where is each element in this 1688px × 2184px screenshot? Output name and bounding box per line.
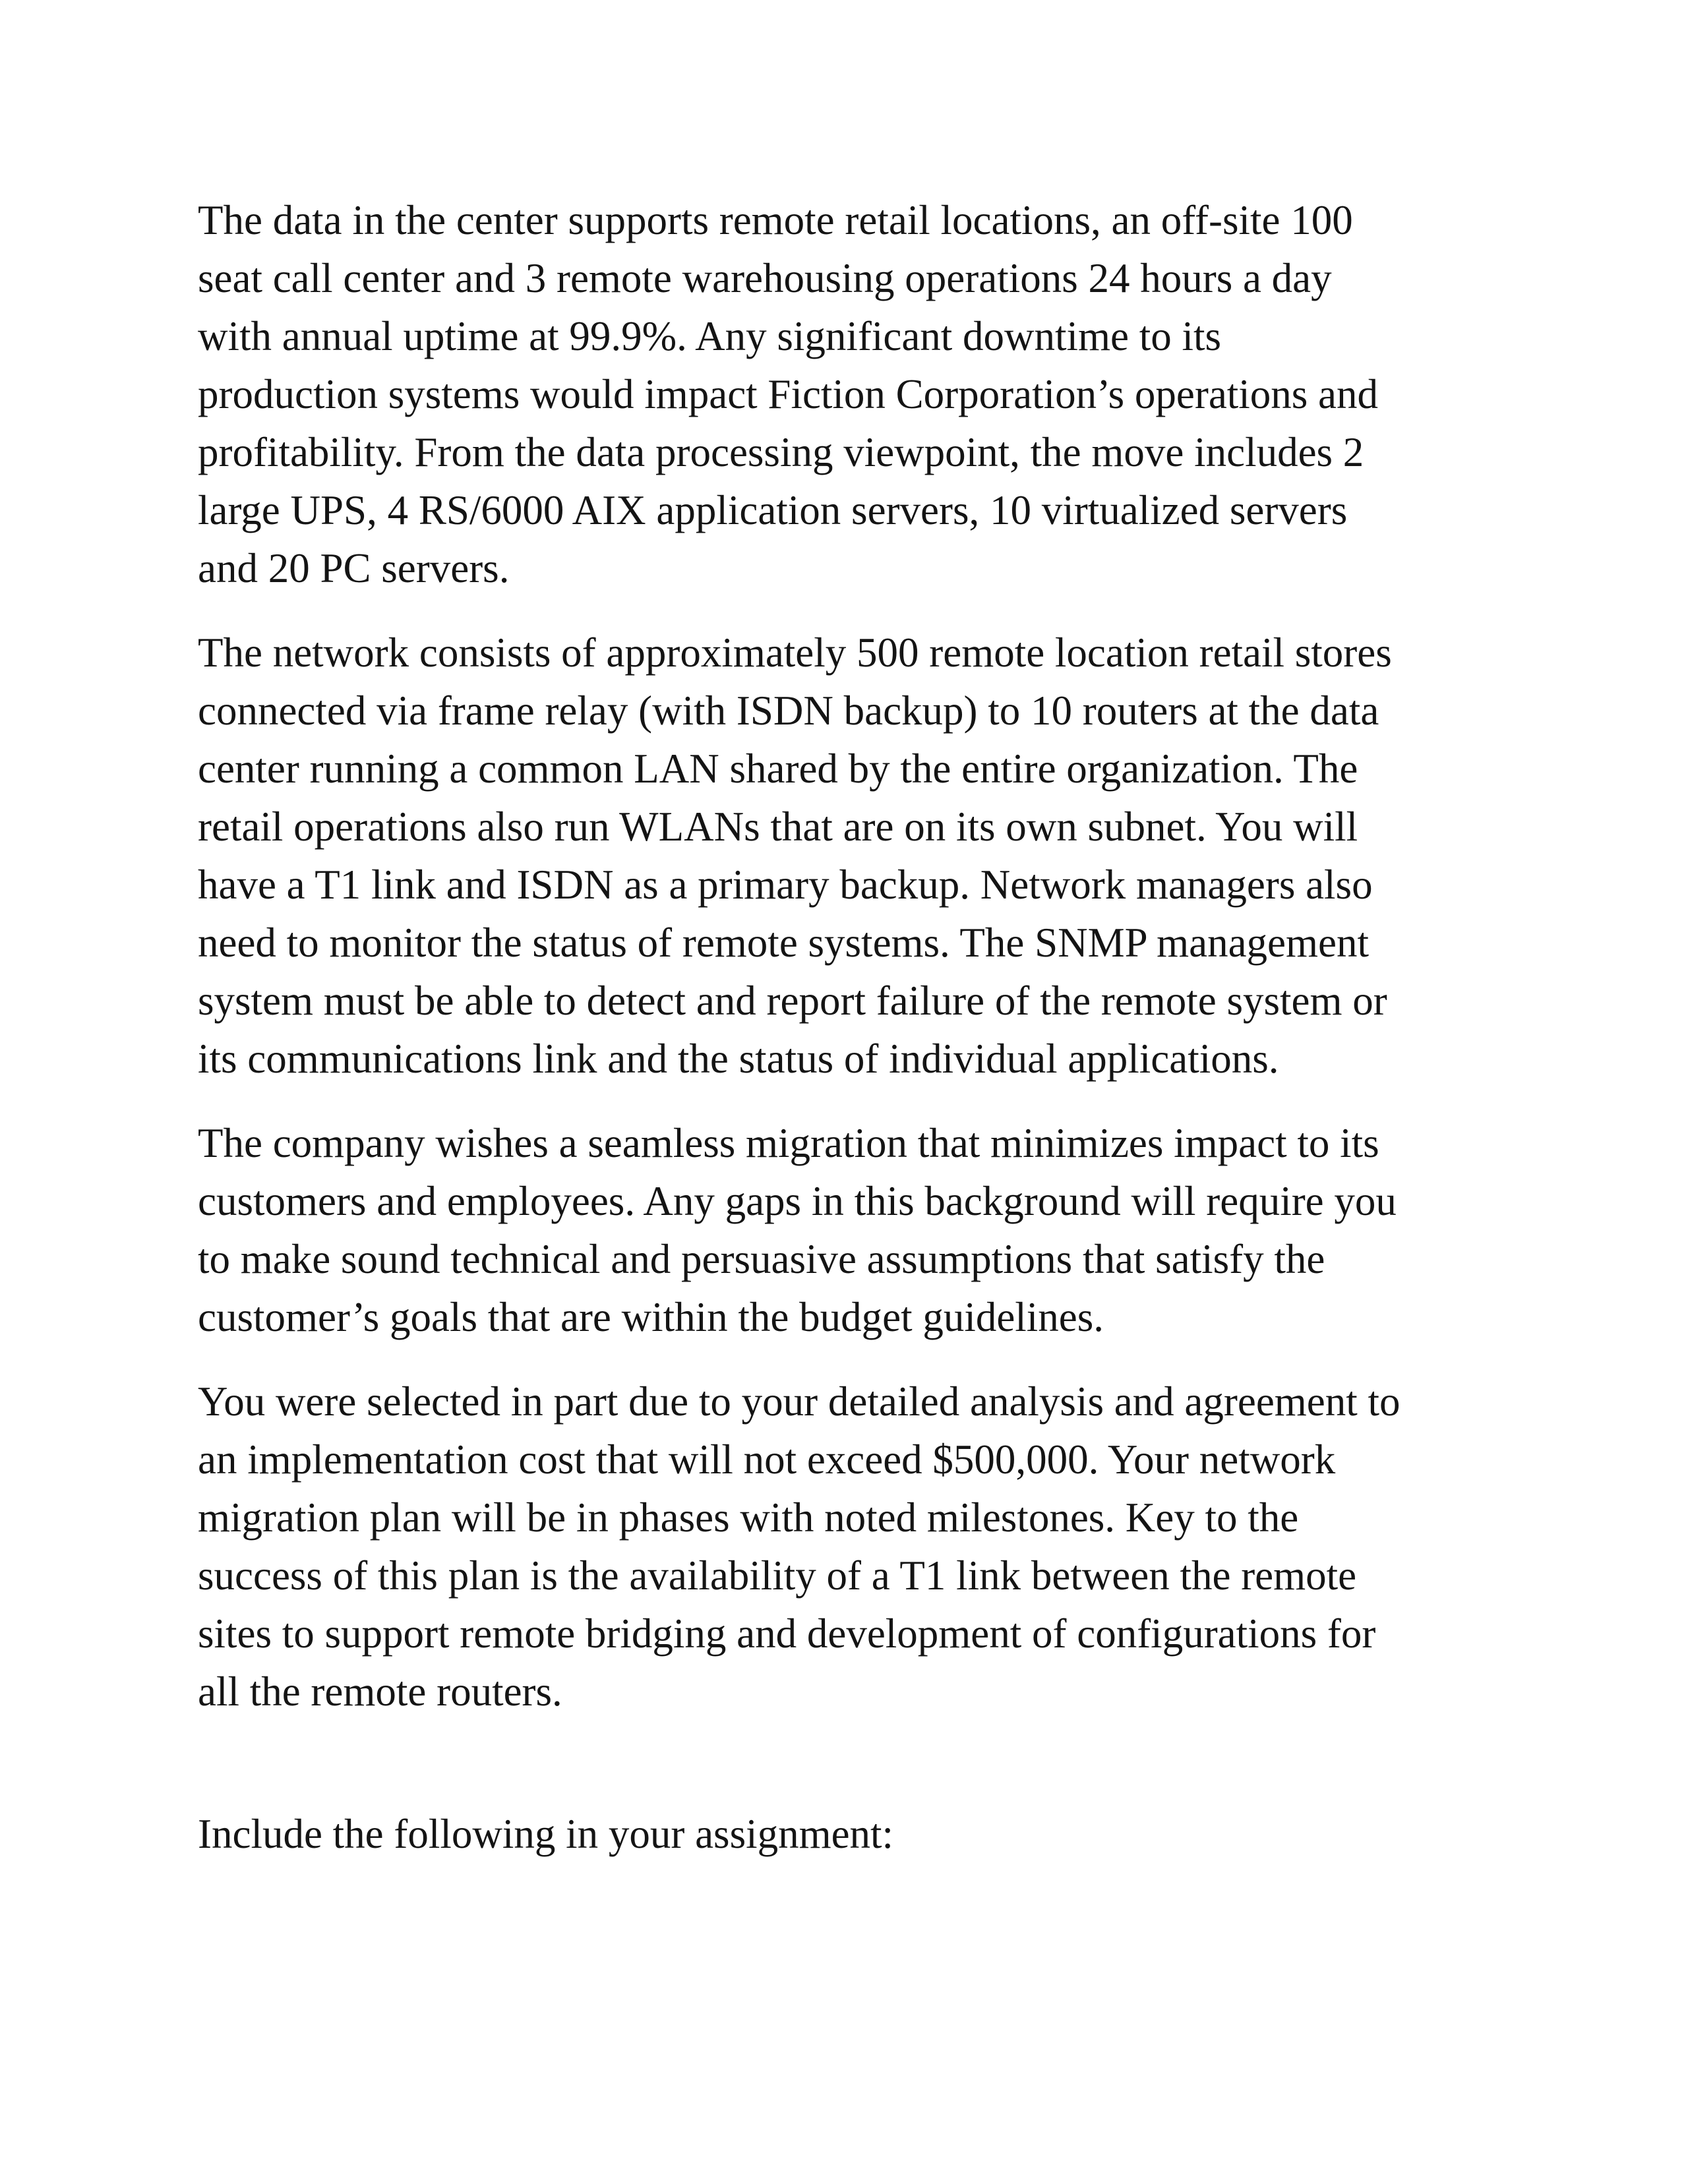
paragraph-network xyxy=(198,624,1490,1088)
text-line: with annual uptime at 99.9%. Any significant downtime to its xyxy=(198,313,1222,359)
text-line: need to monitor the status of remote systems. The SNMP management xyxy=(198,920,1369,966)
text-line: The network consists of approximately 500 remote location retail stores xyxy=(198,630,1392,676)
text-line: retail operations also run WLANs that are on its own subnet. You will xyxy=(198,804,1358,850)
text-line: Include the following in your assignment: xyxy=(198,1811,894,1857)
text-line: production systems would impact Fiction Corporation’s operations and xyxy=(198,371,1379,417)
text-line: seat call center and 3 remote warehousing operations 24 hours a day xyxy=(198,255,1332,301)
text-line: sites to support remote bridging and development of configurations for xyxy=(198,1610,1376,1657)
text-line: all the remote routers. xyxy=(198,1668,562,1715)
text-line: profitability. From the data processing viewpoint, the move includes 2 xyxy=(198,429,1364,475)
text-line: customer’s goals that are within the budget guidelines. xyxy=(198,1294,1104,1340)
text-line: You were selected in part due to your detailed analysis and agreement to xyxy=(198,1378,1401,1425)
text-line: to make sound technical and persuasive assumptions that satisfy the xyxy=(198,1236,1325,1282)
paragraph-migration xyxy=(198,1114,1490,1346)
text-line: its communications link and the status of individual applications. xyxy=(198,1036,1279,1082)
text-line: success of this plan is the availability of a T1 link between the remote xyxy=(198,1552,1357,1599)
document-body xyxy=(198,191,1490,1889)
text-line: customers and employees. Any gaps in this background will require you xyxy=(198,1178,1397,1224)
paragraph-selection xyxy=(198,1372,1490,1721)
text-line: an implementation cost that will not exceed $500,000. Your network xyxy=(198,1436,1336,1483)
text-line: and 20 PC servers. xyxy=(198,545,510,591)
text-line: large UPS, 4 RS/6000 AIX application servers, 10 virtualized servers xyxy=(198,487,1348,533)
text-line: The company wishes a seamless migration that minimizes impact to its xyxy=(198,1120,1379,1166)
text-line: migration plan will be in phases with noted milestones. Key to the xyxy=(198,1494,1299,1541)
text-line: system must be able to detect and report failure of the remote system or xyxy=(198,978,1387,1024)
text-line: have a T1 link and ISDN as a primary backup. Network managers also xyxy=(198,862,1373,908)
paragraph-data-center xyxy=(198,191,1490,597)
assignment-intro xyxy=(198,1805,1490,1863)
text-line: center running a common LAN shared by the entire organization. The xyxy=(198,746,1358,792)
text-line: connected via frame relay (with ISDN backup) to 10 routers at the data xyxy=(198,688,1379,734)
text-line: The data in the center supports remote retail locations, an off-site 100 xyxy=(198,197,1353,243)
